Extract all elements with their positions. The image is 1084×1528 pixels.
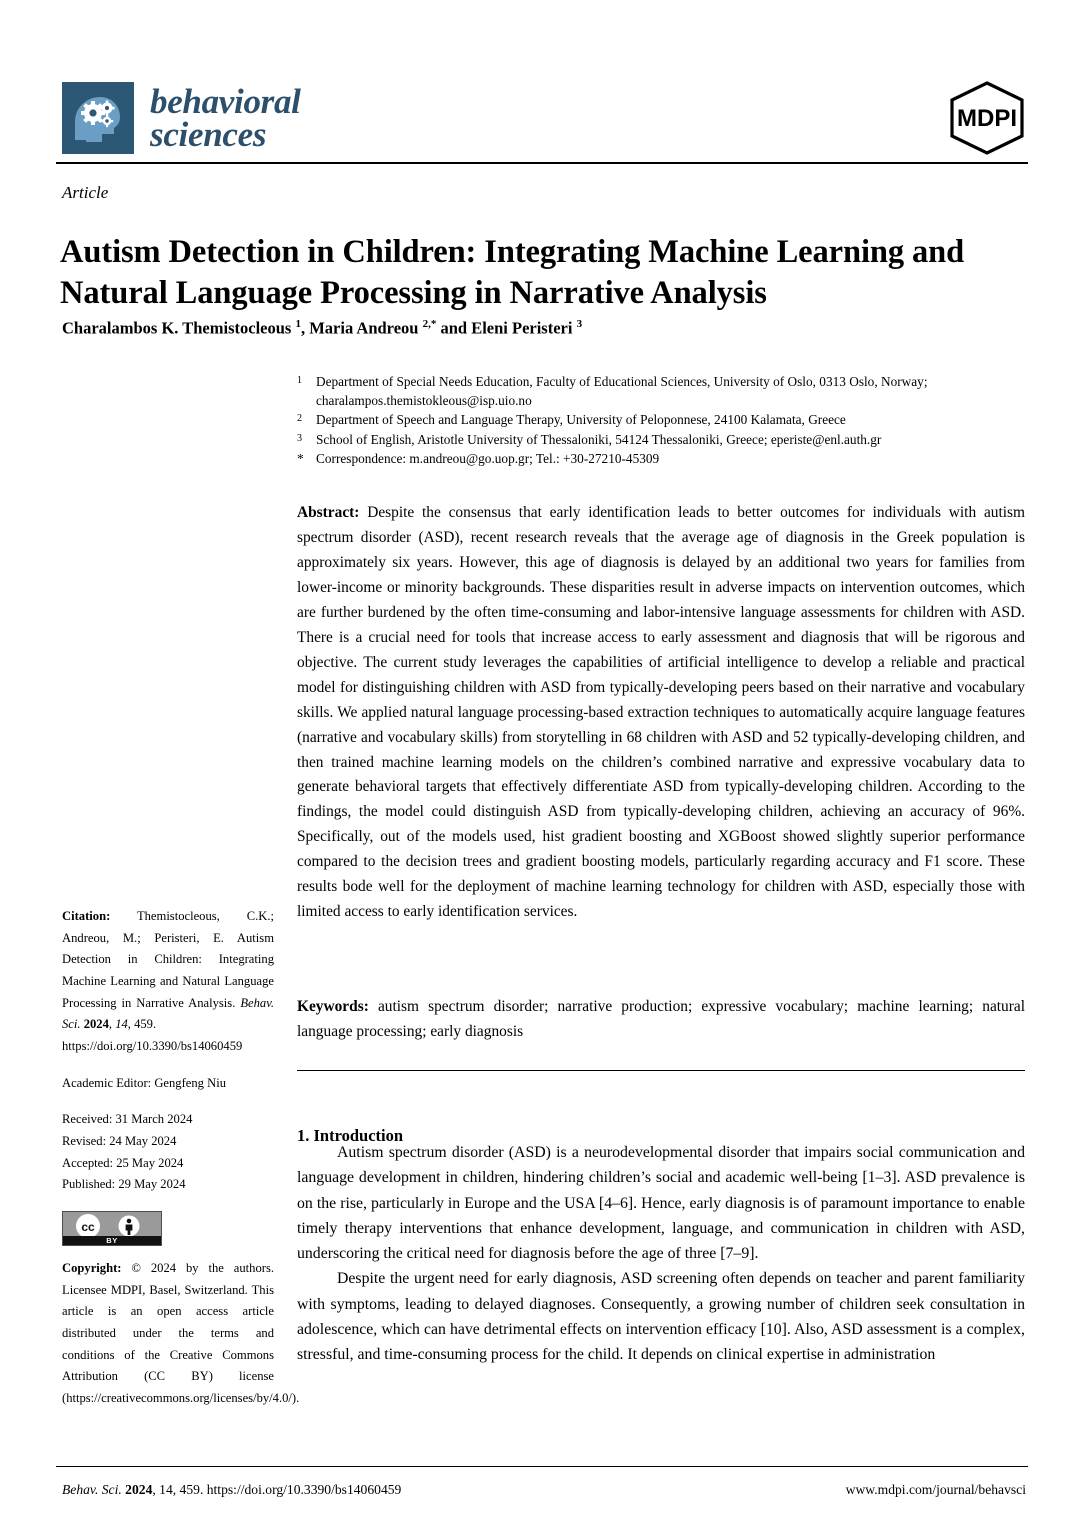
date-published: Published: 29 May 2024	[62, 1177, 186, 1192]
academic-editor: Academic Editor: Gengfeng Niu	[62, 1075, 227, 1090]
affiliations-block	[297, 373, 1027, 469]
brain-gears-icon	[62, 82, 134, 154]
copyright-label: Copyright:	[62, 1260, 122, 1275]
date-received: Received: 31 March 2024	[62, 1112, 193, 1127]
cc-by-license-icon[interactable]	[62, 1211, 162, 1246]
affiliation-text: Correspondence: m.andreou@go.uop.gr; Tel.: +30-27210-45309	[316, 451, 660, 466]
affiliation-row	[297, 450, 1027, 469]
affiliation-row	[297, 411, 1027, 430]
keywords-text: autism spectrum disorder; narrative production; expressive vocabulary; machine learning; natural language processing; early diagnosis	[297, 998, 1025, 1040]
footer-citation	[62, 1482, 401, 1498]
header-divider	[56, 162, 1028, 164]
citation-year: 2024	[83, 1017, 109, 1032]
cc-badge-by-label: BY	[106, 1235, 118, 1245]
journal-logo	[62, 82, 301, 154]
date-accepted: Accepted: 25 May 2024	[62, 1155, 184, 1170]
citation-journal: Behav. Sci.	[62, 995, 274, 1032]
abstract-block	[297, 501, 1025, 925]
paragraph: Despite the urgent need for early diagnosis, ASD screening often depends on teacher and parent familiarity with symptoms, leading to delayed diagnoses. Consequently, a growing number of children seek consultation in adolescence, which can have detrimental effects on intervention efficacy [10]. Also, ASD assessment is a complex, stressful, and time-consuming process for the child. It depends on clinical expertise in administration	[297, 1270, 1025, 1364]
mdpi-logo	[946, 80, 1028, 156]
journal-title	[150, 81, 301, 154]
journal-title-line1: behavioral	[150, 81, 301, 121]
section-heading-introduction: 1. Introduction	[297, 1125, 404, 1145]
citation-text: Themistocleous, C.K.; Andreou, M.; Peristeri, E. Autism Detection in Children: Integrating Machine Learning and Natural Language Processing in Narrative Analysis.	[62, 909, 274, 1010]
footer-url[interactable]: www.mdpi.com/journal/behavsci	[845, 1482, 1026, 1497]
keywords-block	[297, 995, 1025, 1045]
copyright-text: © 2024 by the authors. Licensee MDPI, Basel, Switzerland. This article is an open access article distributed under the terms and conditions of the Creative Commons Attribution (CC BY) license (https://creativecommons.org/licenses/by/4.0/).	[62, 1260, 300, 1405]
affiliation-marker: 1	[297, 375, 302, 386]
copyright-block	[62, 1258, 300, 1410]
abstract-text: Despite the consensus that early identification leads to better outcomes for individuals with autism spectrum disorder (ASD), recent research reveals that the average age of diagnosis in the Greek population is approximately six years. However, this age of diagnosis is delayed by an additional two years for families from lower-income or minority backgrounds. These disparities result in adverse impacts on intervention outcomes, which are further burdened by the often time-consuming and labor-intensive language assessments for children with ASD. There is a crucial need for tools that increase access to early assessment and diagnosis that will be rigorous and objective. The current study leverages the capabilities of artificial intelligence to develop a reliable and practical model for distinguishing children with ASD from typically-developing peers based on their narrative and vocabulary skills. We applied natural language processing-based extraction techniques to automatically acquire language features (narrative and vocabulary skills) from storytelling in 68 children with ASD and 52 typically-developing children, and then trained machine learning models on the children’s combined narrative and expressive vocabulary data to generate behavioral targets that effectively differentiate ASD from typically-developing children. According to the findings, the model could distinguish ASD from typically-developing children, achieving an accuracy of 96%. Specifically, out of the models used, hist gradient boosting and XGBoost showed slightly superior performance compared to the decision trees and gradient boosting models, particularly regarding accuracy and F1 score. These results bode well for the deployment of machine learning technology for children with ASD, especially those with limited access to early identification services.	[297, 504, 1025, 921]
journal-title-line2: sciences	[150, 115, 267, 154]
svg-text:cc: cc	[81, 1219, 95, 1234]
affiliation-text: Department of Speech and Language Therapy, University of Peloponnese, 24100 Kalamata, Greece	[316, 412, 846, 428]
affiliation-text: Department of Special Needs Education, Faculty of Educational Sciences, University of Oslo, 0313 Oslo, Norway; charalampos.themistokleous@isp.uio.no	[316, 374, 928, 408]
footer-rest: , 14, 459. https://doi.org/10.3390/bs14060459	[152, 1482, 402, 1497]
affiliation-text: School of English, Aristotle University of Thessaloniki, 54124 Thessaloniki, Greece; eperiste@enl.auth.gr	[316, 431, 882, 447]
citation-block	[62, 906, 274, 1058]
page-title: Autism Detection in Children: Integrating Machine Learning and Natural Language Processing in Narrative Analysis	[60, 233, 965, 312]
affiliation-row	[297, 431, 1027, 450]
article-type-label: Article	[62, 183, 109, 202]
introduction-body	[297, 1140, 1025, 1367]
footer-year: 2024	[125, 1482, 153, 1497]
affiliation-marker: 3	[297, 432, 302, 444]
sidebar-metadata	[62, 906, 300, 1424]
footer-journal: Behav. Sci.	[62, 1482, 122, 1497]
footer-divider	[56, 1466, 1028, 1467]
citation-label: Citation:	[62, 909, 111, 923]
citation-volume: 14	[115, 1017, 128, 1032]
keywords-label: Keywords:	[297, 998, 369, 1015]
svg-text:MDPI: MDPI	[957, 105, 1017, 132]
paragraph: Autism spectrum disorder (ASD) is a neurodevelopmental disorder that impairs social communication and language development in children, hindering children’s social and academic well-being [1–3]. ASD prevalence is on the rise, particularly in Europe and the USA [4–6]. Hence, early diagnosis is of paramount importance to enable timely therapy interventions that enhance development, language, and communication in children with ASD, underscoring the critical need for diagnosis before the age of three [7–9].	[297, 1144, 1025, 1263]
citation-volume-sep: ,	[108, 1017, 116, 1032]
citation-doi[interactable]: https://doi.org/10.3390/bs14060459	[62, 1038, 243, 1053]
abstract-label: Abstract:	[297, 504, 360, 521]
author-list: Charalambos K. Themistocleous $^1$, Maria Andreou $^{2,*}$ and Eleni Peristeri $^3$	[62, 318, 583, 338]
citation-pages: , 459.	[127, 1017, 157, 1032]
date-revised: Revised: 24 May 2024	[62, 1133, 177, 1148]
affiliation-marker: 2	[297, 413, 302, 425]
affiliation-marker: *	[297, 451, 304, 466]
publication-dates	[62, 1109, 274, 1196]
affiliation-row	[297, 373, 1027, 411]
masthead	[56, 62, 1028, 162]
keywords-divider	[297, 1070, 1025, 1071]
